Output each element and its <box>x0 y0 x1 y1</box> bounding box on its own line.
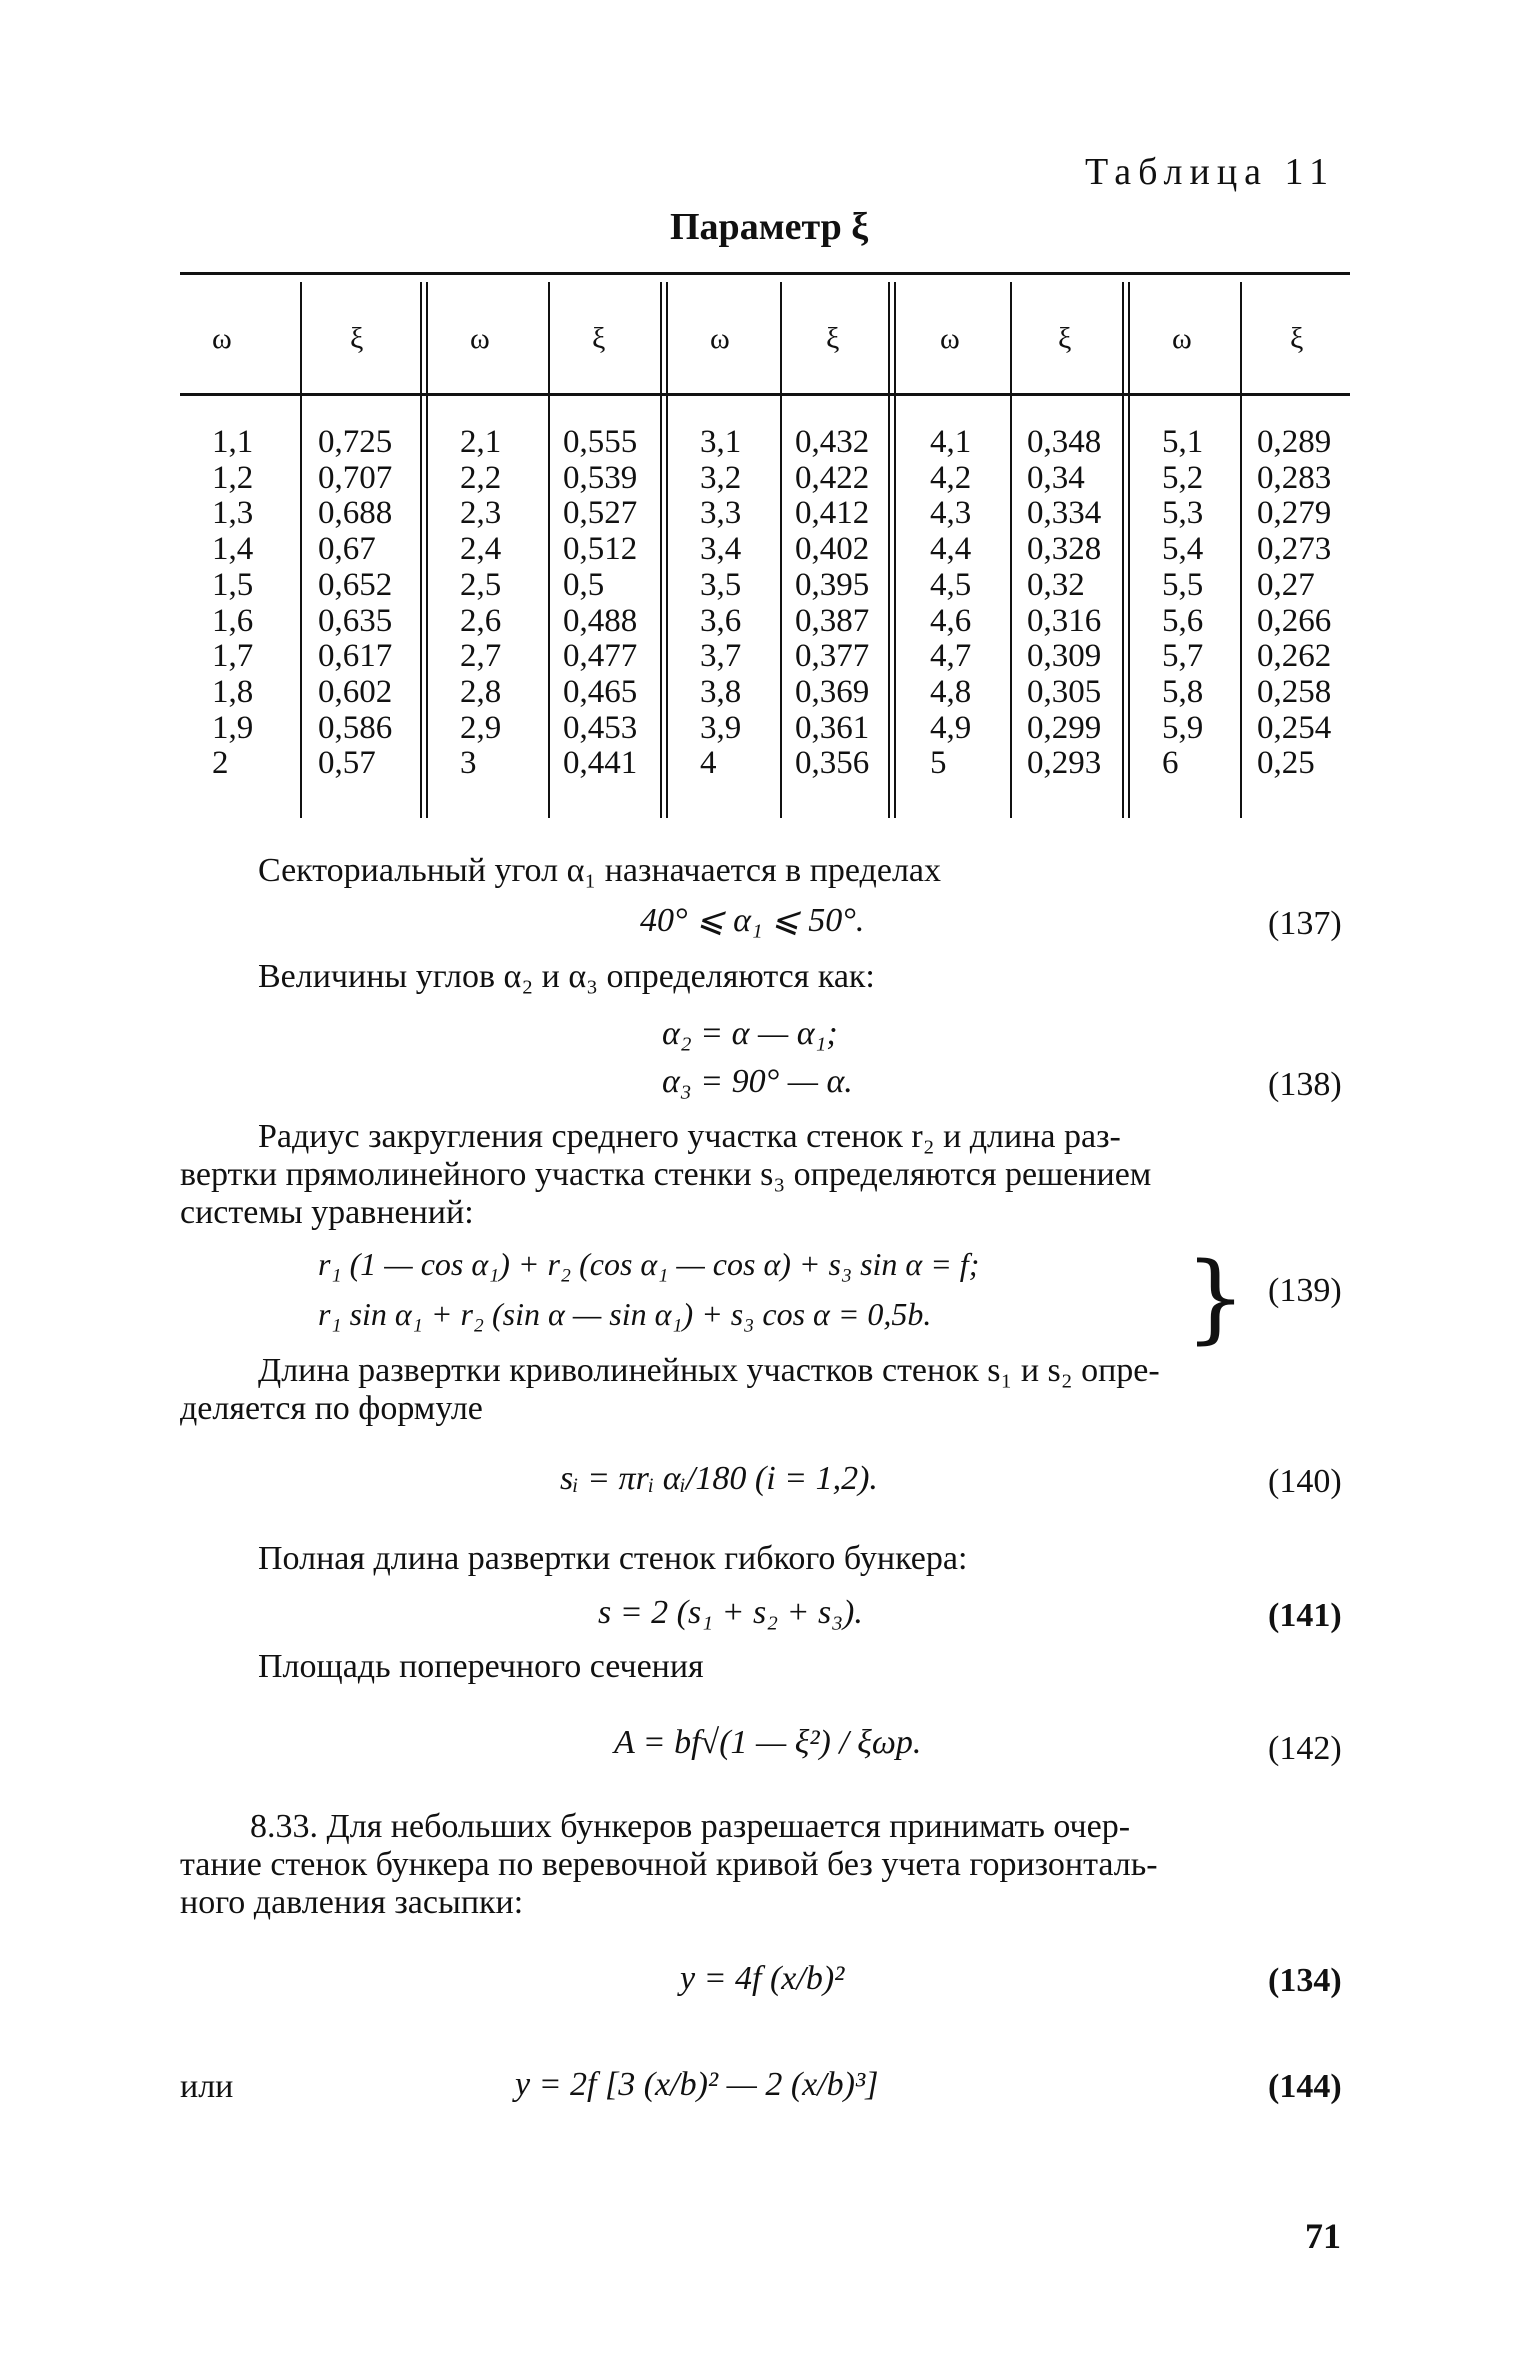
table-cell: 3,7 <box>700 638 742 675</box>
table-cell: 1,9 <box>212 709 254 746</box>
table-top-rule <box>180 272 1350 275</box>
table-header-omega: ω <box>940 322 960 355</box>
table-cell: 0,453 <box>563 709 638 746</box>
table-cell: 0,279 <box>1257 495 1332 532</box>
table-cell: 0,422 <box>795 459 870 496</box>
table-cell: 0,707 <box>318 459 393 496</box>
table-cell: 1,5 <box>212 566 254 603</box>
equation-139a: r₁ (1 — cos α₁) + r₂ (cos α₁ — cos α) + s₃ sin α = f; <box>318 1246 980 1282</box>
table-cell: 3,8 <box>700 673 742 710</box>
table-cell: 0,67 <box>318 531 376 568</box>
table-cell: 3 <box>460 745 477 782</box>
table-cell: 0,395 <box>795 566 870 603</box>
table-cell: 5,7 <box>1162 638 1204 675</box>
paragraph-line: вертки прямолинейного участка стенки s₃ определяются решением <box>180 1156 1152 1193</box>
table-column <box>1027 425 1101 782</box>
table-cell: 5,5 <box>1162 566 1204 603</box>
table-cell: 0,32 <box>1027 566 1085 603</box>
table-cell: 4,1 <box>930 424 972 460</box>
paragraph-line: 8.33. Для небольших бункеров разрешается принимать очер- <box>250 1808 1131 1845</box>
or-label: или <box>180 2068 234 2105</box>
equation-141: s = 2 (s₁ + s₂ + s₃). <box>598 1594 863 1631</box>
table-header-omega: ω <box>212 322 232 355</box>
table-cell: 0,258 <box>1257 673 1332 710</box>
table-cell: 0,387 <box>795 602 870 639</box>
table-cell: 1,8 <box>212 673 254 710</box>
table-cell: 4,2 <box>930 459 972 496</box>
table-cell: 0,441 <box>563 745 638 782</box>
paragraph-line: деляется по формуле <box>180 1390 483 1427</box>
table-column <box>700 425 741 782</box>
table-cell: 2 <box>212 745 229 782</box>
paragraph-line: тание стенок бункера по веревочной кривой без учета горизонталь- <box>180 1846 1158 1883</box>
table-cell: 5,2 <box>1162 459 1204 496</box>
table-cell: 0,555 <box>563 424 638 460</box>
table-cell: 1,7 <box>212 638 254 675</box>
table-column <box>1162 425 1203 782</box>
equation-138a: α₂ = α — α₁; <box>662 1015 838 1052</box>
table-cell: 0,402 <box>795 531 870 568</box>
table-cell: 0,5 <box>563 566 605 603</box>
table-cell: 0,617 <box>318 638 393 675</box>
table-cell: 3,1 <box>700 424 742 460</box>
table-cell: 5,3 <box>1162 495 1204 532</box>
equation-140: sᵢ = πrᵢ αᵢ/180 (i = 1,2). <box>560 1460 878 1497</box>
table-cell: 4,7 <box>930 638 972 675</box>
equation-139b: r₁ sin α₁ + r₂ (sin α — sin α₁) + s₃ cos α = 0,5b. <box>318 1296 932 1332</box>
table-column <box>930 425 971 782</box>
table-cell: 0,527 <box>563 495 638 532</box>
paragraph-line: Радиус закругления среднего участка стенок r₂ и длина раз- <box>258 1118 1121 1155</box>
table-header-xi: ξ <box>1290 322 1304 355</box>
table-cell: 0,488 <box>563 602 638 639</box>
table-cell: 0,432 <box>795 424 870 460</box>
table-column <box>563 425 637 782</box>
table-cell: 0,266 <box>1257 602 1332 639</box>
table-col-separator-double <box>420 282 428 818</box>
table-header-xi: ξ <box>350 322 364 355</box>
table-cell: 5,9 <box>1162 709 1204 746</box>
table-cell: 5,4 <box>1162 531 1204 568</box>
paragraph: Полная длина развертки стенок гибкого бункера: <box>258 1540 968 1577</box>
table-cell: 2,5 <box>460 566 502 603</box>
equation-number: (137) <box>1268 905 1342 942</box>
table-cell: 0,305 <box>1027 673 1102 710</box>
equation-number: (142) <box>1268 1730 1342 1767</box>
equation-number: (140) <box>1268 1463 1342 1500</box>
equation-number: (138) <box>1268 1066 1342 1103</box>
table-cell: 1,2 <box>212 459 254 496</box>
table-cell: 0,348 <box>1027 424 1102 460</box>
table-cell: 0,688 <box>318 495 393 532</box>
table-header-rule <box>180 393 1350 396</box>
table-cell: 4,6 <box>930 602 972 639</box>
paragraph: Площадь поперечного сечения <box>258 1648 704 1685</box>
equation-number: (144) <box>1268 2068 1342 2105</box>
table-column <box>318 425 392 782</box>
table-column <box>795 425 869 782</box>
table-cell: 0,293 <box>1027 745 1102 782</box>
table-cell: 0,361 <box>795 709 870 746</box>
paragraph-line: Длина развертки криволинейных участков стенок s₁ и s₂ опре- <box>258 1352 1160 1389</box>
table-cell: 2,2 <box>460 459 502 496</box>
table-cell: 0,356 <box>795 745 870 782</box>
table-cell: 2,6 <box>460 602 502 639</box>
table-cell: 0,477 <box>563 638 638 675</box>
table-header-xi: ξ <box>592 322 606 355</box>
table-column <box>1257 425 1331 782</box>
table-cell: 4,8 <box>930 673 972 710</box>
table-header-xi: ξ <box>826 322 840 355</box>
table-cell: 3,9 <box>700 709 742 746</box>
equation-138b: α₃ = 90° — α. <box>662 1063 853 1100</box>
paragraph-line: системы уравнений: <box>180 1194 474 1231</box>
equation-137: 40° ⩽ α₁ ⩽ 50°. <box>640 902 865 939</box>
table-col-separator <box>300 282 302 818</box>
table-cell: 0,289 <box>1257 424 1332 460</box>
table-cell: 4,5 <box>930 566 972 603</box>
paragraph: Величины углов α₂ и α₃ определяются как: <box>258 958 875 995</box>
table-cell: 4 <box>700 745 717 782</box>
table-header-xi: ξ <box>1058 322 1072 355</box>
table-cell: 1,4 <box>212 531 254 568</box>
table-cell: 4,4 <box>930 531 972 568</box>
table-header-omega: ω <box>710 322 730 355</box>
table-cell: 0,309 <box>1027 638 1102 675</box>
table-column <box>212 425 253 782</box>
table-col-separator-double <box>888 282 896 818</box>
table-cell: 0,725 <box>318 424 393 460</box>
table-column <box>460 425 501 782</box>
table-cell: 2,4 <box>460 531 502 568</box>
table-col-separator-double <box>660 282 668 818</box>
table-cell: 2,3 <box>460 495 502 532</box>
table-cell: 0,539 <box>563 459 638 496</box>
table-cell: 0,465 <box>563 673 638 710</box>
table-cell: 3,6 <box>700 602 742 639</box>
table-cell: 0,34 <box>1027 459 1085 496</box>
table-cell: 0,412 <box>795 495 870 532</box>
table-cell: 1,3 <box>212 495 254 532</box>
table-col-separator <box>1240 282 1242 818</box>
table-cell: 5,8 <box>1162 673 1204 710</box>
table-cell: 2,9 <box>460 709 502 746</box>
table-header-omega: ω <box>470 322 490 355</box>
equation-number: (141) <box>1268 1597 1342 1634</box>
table-cell: 3,5 <box>700 566 742 603</box>
table-cell: 0,316 <box>1027 602 1102 639</box>
table-cell: 0,602 <box>318 673 393 710</box>
table-col-separator <box>780 282 782 818</box>
table-cell: 0,262 <box>1257 638 1332 675</box>
table-title: Параметр ξ <box>670 206 869 248</box>
table-cell: 0,283 <box>1257 459 1332 496</box>
table-cell: 1,6 <box>212 602 254 639</box>
table-cell: 3,2 <box>700 459 742 496</box>
table-col-separator-double <box>1122 282 1130 818</box>
table-cell: 0,652 <box>318 566 393 603</box>
table-cell: 0,369 <box>795 673 870 710</box>
table-cell: 6 <box>1162 745 1179 782</box>
equation-142: A = bf√(1 — ξ²) / ξωp. <box>614 1724 922 1761</box>
table-cell: 2,7 <box>460 638 502 675</box>
table-cell: 5 <box>930 745 947 782</box>
table-cell: 0,512 <box>563 531 638 568</box>
table-cell: 3,4 <box>700 531 742 568</box>
table-cell: 1,1 <box>212 424 254 460</box>
paragraph-line: ного давления засыпки: <box>180 1884 524 1921</box>
table-cell: 0,57 <box>318 745 376 782</box>
table-cell: 4,9 <box>930 709 972 746</box>
table-cell: 0,635 <box>318 602 393 639</box>
table-cell: 0,254 <box>1257 709 1332 746</box>
table-cell: 2,1 <box>460 424 502 460</box>
right-brace-icon: } <box>1185 1242 1247 1354</box>
equation-number: (134) <box>1268 1962 1342 1999</box>
table-cell: 0,27 <box>1257 566 1315 603</box>
table-cell: 5,1 <box>1162 424 1204 460</box>
table-cell: 5,6 <box>1162 602 1204 639</box>
table-cell: 0,377 <box>795 638 870 675</box>
equation-144: y = 2f [3 (x/b)² — 2 (x/b)³] <box>515 2066 879 2103</box>
table-header-omega: ω <box>1172 322 1192 355</box>
equation-143: y = 4f (x/b)² <box>680 1960 845 1997</box>
equation-number: (139) <box>1268 1272 1342 1309</box>
table-cell: 4,3 <box>930 495 972 532</box>
table-cell: 0,586 <box>318 709 393 746</box>
table-cell: 3,3 <box>700 495 742 532</box>
page-number: 71 <box>1305 2216 1341 2256</box>
table-col-separator <box>1010 282 1012 818</box>
table-cell: 0,334 <box>1027 495 1102 532</box>
table-cell: 0,273 <box>1257 531 1332 568</box>
table-col-separator <box>548 282 550 818</box>
table-number: Таблица 11 <box>1085 151 1336 193</box>
table-cell: 0,25 <box>1257 745 1315 782</box>
table-cell: 2,8 <box>460 673 502 710</box>
table-cell: 0,328 <box>1027 531 1102 568</box>
table-cell: 0,299 <box>1027 709 1102 746</box>
paragraph: Секториальный угол α₁ назначается в пределах <box>258 852 942 889</box>
